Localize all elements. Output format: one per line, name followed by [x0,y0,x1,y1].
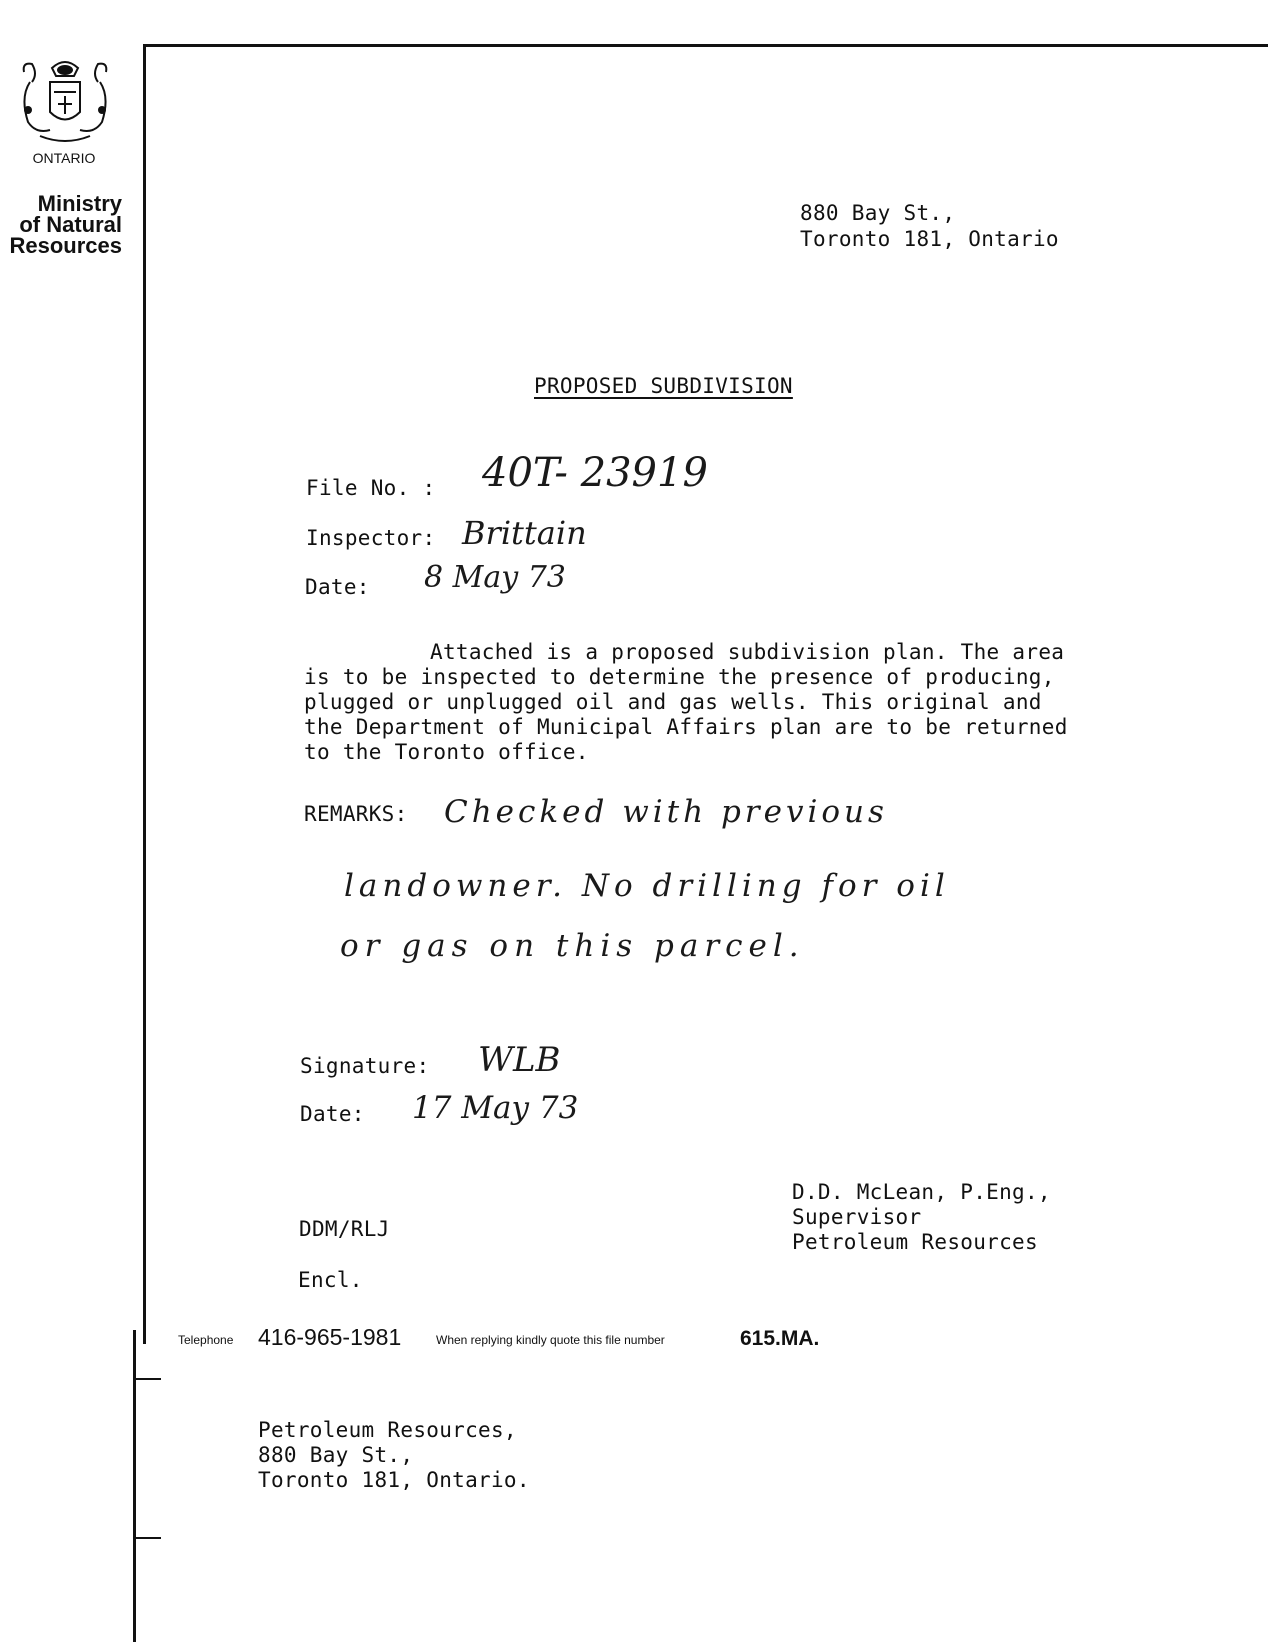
return-address-line: 880 Bay St., [258,1443,414,1467]
address-line: 880 Bay St., [800,201,956,225]
address-line: Toronto 181, Ontario [800,227,1059,251]
return-address [258,1418,530,1493]
remarks-handwritten-line: or gas on this parcel. [340,928,805,964]
telephone-label: Telephone [178,1333,234,1347]
file-no-value-handwritten: 40T- 23919 [482,450,708,496]
signature-date-label: Date: [300,1102,365,1126]
supervisor-block [792,1180,1051,1255]
sender-address [800,200,1059,252]
document-title: PROPOSED SUBDIVISION [534,374,793,398]
date-label: Date: [305,575,370,599]
ministry-line: Ministry [37,191,122,216]
fold-tick [133,1378,161,1380]
file-number: 615.MA. [740,1327,820,1350]
signature-label: Signature: [300,1054,430,1078]
signature-date-handwritten: 17 May 73 [412,1090,579,1126]
remarks-label: REMARKS: [304,802,408,826]
remarks-handwritten-line: landowner. No drilling for oil [344,868,950,904]
inspector-value-handwritten: Brittain [462,514,587,552]
remarks-handwritten-line: Checked with previous [444,794,888,830]
date-value-handwritten: 8 May 73 [424,560,566,595]
reference-initials: DDM/RLJ [299,1217,390,1241]
frame-left-rule [143,44,146,1344]
frame-left-rule-lower [133,1330,136,1642]
return-address-line: Petroleum Resources, [258,1418,517,1442]
return-address-line: Toronto 181, Ontario. [258,1468,530,1492]
inspector-label: Inspector: [306,526,436,550]
ministry-name [0,193,122,256]
ministry-line: Resources [9,233,122,258]
fold-tick [133,1537,161,1539]
province-label: ONTARIO [32,150,96,166]
file-no-label: File No. : [306,476,436,500]
supervisor-line: Supervisor [792,1205,922,1229]
enclosure-note: Encl. [298,1268,363,1292]
supervisor-line: Petroleum Resources [792,1230,1038,1254]
frame-top-rule [143,44,1268,47]
reply-note: When replying kindly quote this file number [436,1333,665,1347]
ontario-coat-of-arms-logo [10,52,120,148]
signature-handwritten: WLB [478,1040,561,1080]
supervisor-line: D.D. McLean, P.Eng., [792,1180,1051,1204]
telephone-number: 416-965-1981 [258,1324,402,1350]
instructions-paragraph: Attached is a proposed subdivision plan. The area is to be inspected to determine the presence of producing, plugged or unplugged oil and gas wells. This original and the Department of Municipal Affairs plan are to be returned to the Toronto office. [304,640,1068,764]
ministry-line: of Natural [19,212,122,237]
